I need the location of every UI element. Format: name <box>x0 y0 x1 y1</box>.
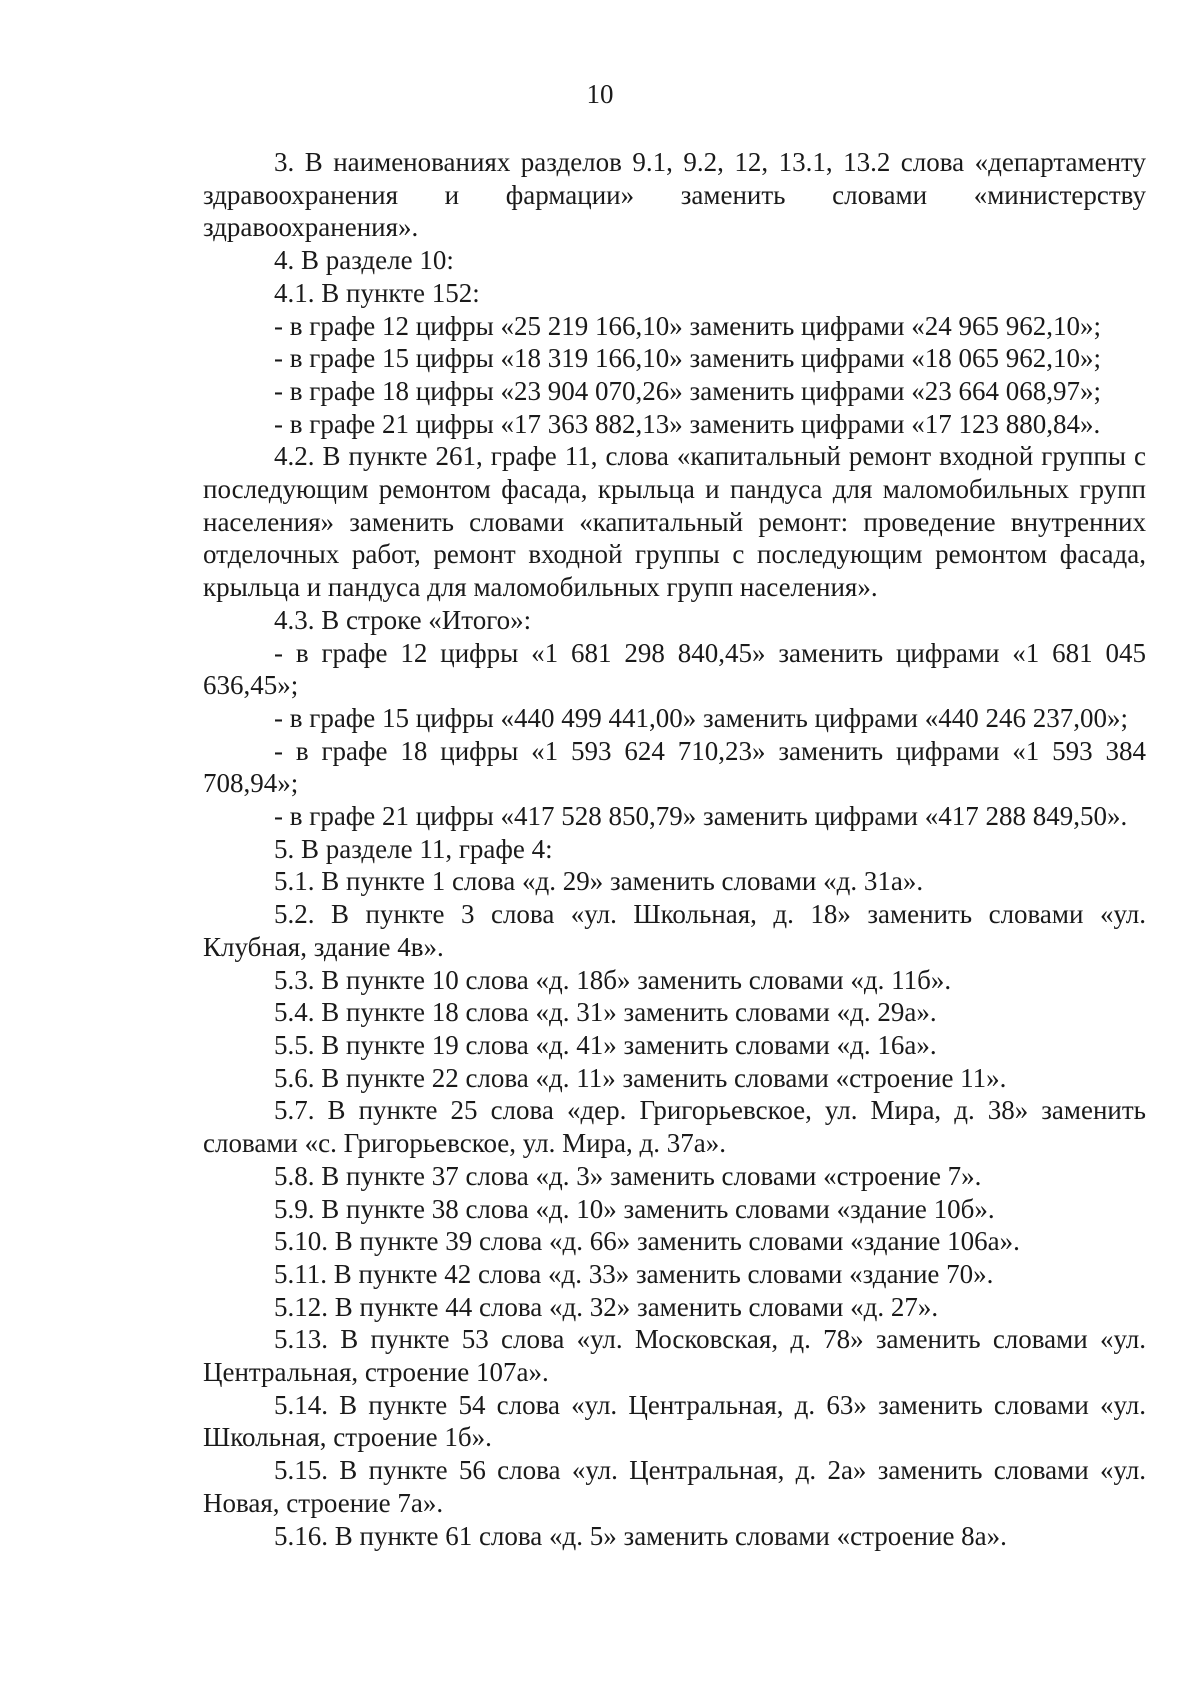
paragraph: 5.5. В пункте 19 слова «д. 41» заменить словами «д. 16а». <box>274 1029 937 1060</box>
paragraph: - в графе 12 цифры «25 219 166,10» заменить цифрами «24 965 962,10»; <box>274 310 1101 341</box>
paragraph: 5.10. В пункте 39 слова «д. 66» заменить словами «здание 106а». <box>274 1226 1020 1257</box>
paragraph: - в графе 15 цифры «440 499 441,00» заменить цифрами «440 246 237,00»; <box>274 702 1128 733</box>
paragraph: 5.15. В пункте 56 слова «ул. Центральная, д. 2а» заменить словами «ул. Новая, строение 7а». <box>203 1455 1146 1518</box>
paragraph: 5.9. В пункте 38 слова «д. 10» заменить словами «здание 10б». <box>274 1193 995 1224</box>
paragraph: - в графе 21 цифры «417 528 850,79» заменить цифрами «417 288 849,50». <box>274 801 1128 832</box>
paragraph: 4.2. В пункте 261, графе 11, слова «капитальный ремонт входной группы с последующим ремонтом фасада, крыльца и пандуса для маломобильных групп населения» заменить словами «капитальный ремонт: проведение внутренних отделочных работ, ремонт входной группы с последующим ремонтом фасада, крыльца и пандуса для маломобильных групп населения». <box>203 441 1146 603</box>
document-body <box>203 146 1146 1552</box>
paragraph: 4.3. В строке «Итого»: <box>274 604 532 635</box>
paragraph: - в графе 18 цифры «23 904 070,26» заменить цифрами «23 664 068,97»; <box>274 375 1101 406</box>
paragraph: 5.16. В пункте 61 слова «д. 5» заменить словами «строение 8а». <box>274 1520 1007 1551</box>
paragraph: 3. В наименованиях разделов 9.1, 9.2, 12, 13.1, 13.2 слова «департаменту здравоохранения и фармации» заменить словами «министерству здравоохранения». <box>203 147 1146 243</box>
page-number: 10 <box>586 79 614 109</box>
paragraph: 5.2. В пункте 3 слова «ул. Школьная, д. 18» заменить словами «ул. Клубная, здание 4в». <box>203 899 1146 962</box>
paragraph: 5.4. В пункте 18 слова «д. 31» заменить словами «д. 29а». <box>274 997 937 1028</box>
paragraph: - в графе 12 цифры «1 681 298 840,45» заменить цифрами «1 681 045 636,45»; <box>203 637 1146 701</box>
paragraph: 5.11. В пункте 42 слова «д. 33» заменить словами «здание 70». <box>274 1258 994 1289</box>
paragraph: 4.1. В пункте 152: <box>274 277 480 308</box>
paragraph: 5.1. В пункте 1 слова «д. 29» заменить словами «д. 31а». <box>274 866 924 897</box>
paragraph: - в графе 18 цифры «1 593 624 710,23» заменить цифрами «1 593 384 708,94»; <box>203 735 1146 799</box>
paragraph: - в графе 21 цифры «17 363 882,13» заменить цифрами «17 123 880,84». <box>274 408 1101 439</box>
paragraph: 4. В разделе 10: <box>274 245 454 276</box>
paragraph: - в графе 15 цифры «18 319 166,10» заменить цифрами «18 065 962,10»; <box>274 343 1101 374</box>
paragraph: 5.13. В пункте 53 слова «ул. Московская, д. 78» заменить словами «ул. Центральная, строение 107а». <box>203 1324 1146 1388</box>
paragraph: 5. В разделе 11, графе 4: <box>274 833 553 864</box>
paragraph: 5.6. В пункте 22 слова «д. 11» заменить словами «строение 11». <box>274 1062 1007 1093</box>
paragraph: 5.8. В пункте 37 слова «д. 3» заменить словами «строение 7». <box>274 1160 982 1191</box>
paragraph: 5.7. В пункте 25 слова «дер. Григорьевское, ул. Мира, д. 38» заменить словами «с. Григорьевское, ул. Мира, д. 37а». <box>203 1095 1146 1159</box>
paragraph: 5.3. В пункте 10 слова «д. 18б» заменить словами «д. 11б». <box>274 964 952 995</box>
paragraph: 5.14. В пункте 54 слова «ул. Центральная, д. 63» заменить словами «ул. Школьная, строение 1б». <box>203 1389 1146 1453</box>
paragraph: 5.12. В пункте 44 слова «д. 32» заменить словами «д. 27». <box>274 1291 939 1322</box>
